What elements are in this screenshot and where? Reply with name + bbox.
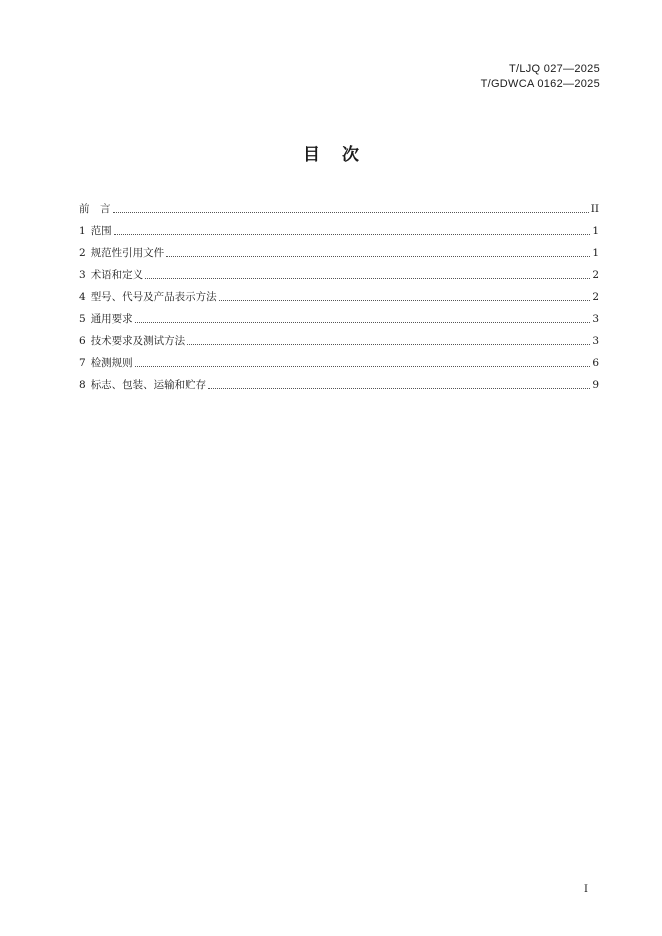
toc-entry-label: 型号、代号及产品表示方法 [90,291,217,303]
table-of-contents [79,194,599,392]
toc-entry-foreword[interactable] [79,194,599,216]
toc-entry-number: 2 [79,247,86,259]
toc-leader-dots [113,212,589,213]
toc-entry-label: 规范性引用文件 [90,247,165,259]
toc-leader-dots [135,366,591,367]
page-title: 目次 [303,145,381,165]
toc-leader-dots [208,388,590,389]
toc-entry-terms-definitions[interactable] [79,260,599,282]
toc-entry-label: 术语和定义 [90,269,144,281]
toc-entry-number: 1 [79,225,86,237]
toc-entry-general-requirements[interactable] [79,304,599,326]
toc-entry-page: 2 [592,269,599,281]
toc-entry-page: 9 [592,379,599,391]
toc-entry-number: 6 [79,335,86,347]
toc-entry-label: 标志、包装、运输和贮存 [90,379,207,391]
standard-number-2: T/GDWCA 0162—2025 [480,78,600,90]
document-header [481,62,600,92]
toc-entry-number: 4 [79,291,86,303]
toc-entry-page: 1 [592,225,599,237]
toc-entry-page: 3 [592,313,599,325]
toc-entry-page: II [590,203,599,215]
toc-entry-page: 6 [592,357,599,369]
toc-entry-label: 技术要求及测试方法 [90,335,186,347]
toc-entry-page: 2 [592,291,599,303]
standard-number-1: T/LJQ 027—2025 [508,63,600,75]
toc-leader-dots [166,256,590,257]
toc-entry-label: 前 言 [79,203,111,215]
toc-entry-number: 7 [79,357,86,369]
toc-leader-dots [135,322,591,323]
toc-leader-dots [187,344,590,345]
toc-leader-dots [219,300,591,301]
toc-entry-label: 通用要求 [90,313,133,325]
toc-entry-technical-requirements[interactable] [79,326,599,348]
toc-entry-label: 检测规则 [90,357,133,369]
toc-leader-dots [145,278,590,279]
toc-entry-marking-packaging[interactable] [79,370,599,392]
toc-leader-dots [114,234,591,235]
toc-entry-label: 范围 [90,225,112,237]
toc-entry-inspection-rules[interactable] [79,348,599,370]
toc-entry-page: 1 [592,247,599,259]
toc-entry-normative-references[interactable] [79,238,599,260]
toc-entry-number: 5 [79,313,86,325]
toc-entry-number: 3 [79,269,86,281]
toc-entry-scope[interactable] [79,216,599,238]
toc-entry-page: 3 [592,335,599,347]
toc-entry-model-designation[interactable] [79,282,599,304]
toc-entry-number: 8 [79,379,86,391]
page-number: I [584,884,588,895]
